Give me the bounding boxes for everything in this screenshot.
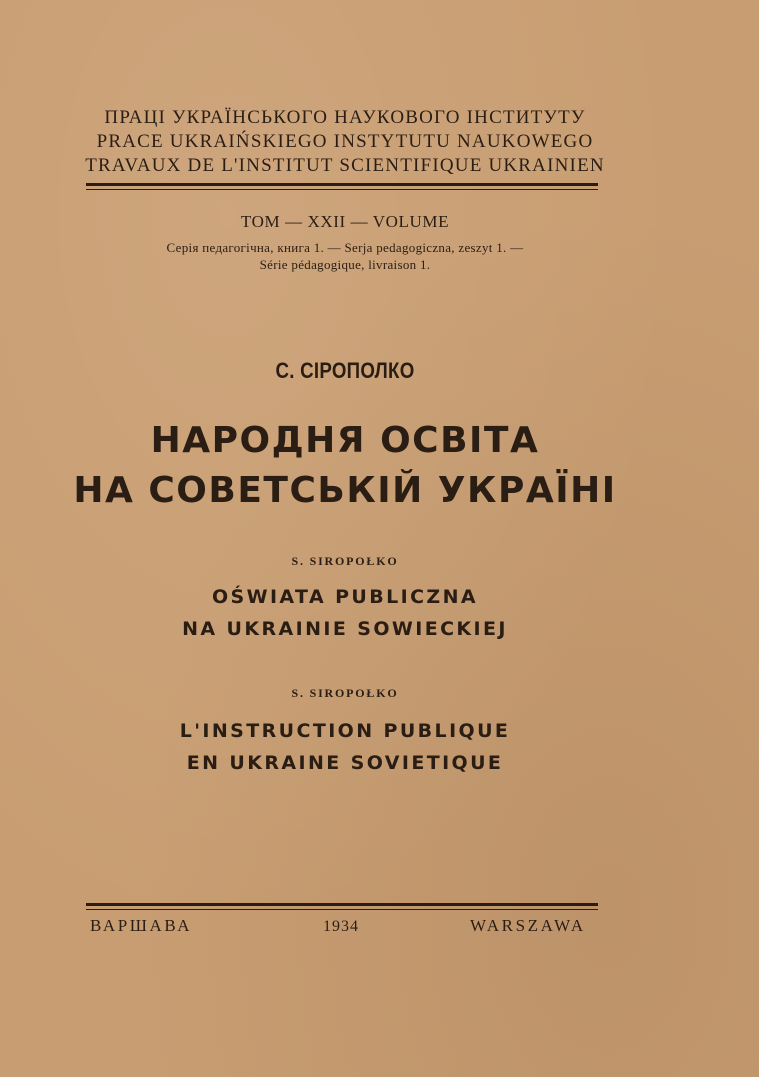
author-french: S. SIROPOŁKO — [291, 686, 399, 700]
series-info-line-2: Série pédagogique, livraison 1. — [259, 257, 431, 272]
publication-city-ukrainian: ВАРШАВА — [90, 916, 193, 935]
title-french-line-2: EN UKRAINE SOVIETIQUE — [186, 752, 504, 774]
title-ukrainian-line-2: НА СОВЕТСЬКІЙ УКРАЇНІ — [73, 470, 617, 511]
bottom-rule-thick — [86, 903, 598, 906]
author-ukrainian: С. СІРОПОЛКО — [275, 358, 415, 383]
series-info-line-1: Серія педагогічна, книга 1. — Serja pedagogiczna, zeszyt 1. — — [166, 240, 524, 255]
title-french-line-1: L'INSTRUCTION PUBLIQUE — [179, 720, 511, 742]
volume-label: ТОМ — XXII — VOLUME — [240, 212, 450, 231]
series-title-french: TRAVAUX DE L'INSTITUT SCIENTIFIQUE UKRAINIEN — [85, 155, 605, 176]
title-ukrainian-line-1: НАРОДНЯ ОСВІТА — [150, 420, 540, 461]
top-rule-thin — [86, 189, 598, 190]
title-polish-line-1: OŚWIATA PUBLICZNA — [211, 586, 479, 608]
top-rule-thick — [86, 183, 598, 186]
bottom-rule-thin — [86, 909, 598, 910]
series-title-polish: PRACE UKRAIŃSKIEGO INSTYTUTU NAUKOWEGO — [96, 131, 594, 152]
publication-city-polish: WARSZAWA — [470, 916, 586, 935]
publication-year: 1934 — [323, 918, 359, 935]
title-polish-line-2: NA UKRAINIE SOWIECKIEJ — [182, 618, 508, 640]
series-title-ukrainian: ПРАЦІ УКРАЇНСЬКОГО НАУКОВОГО ІНСТИТУТУ — [104, 107, 586, 128]
author-polish: S. SIROPOŁKO — [291, 554, 399, 568]
